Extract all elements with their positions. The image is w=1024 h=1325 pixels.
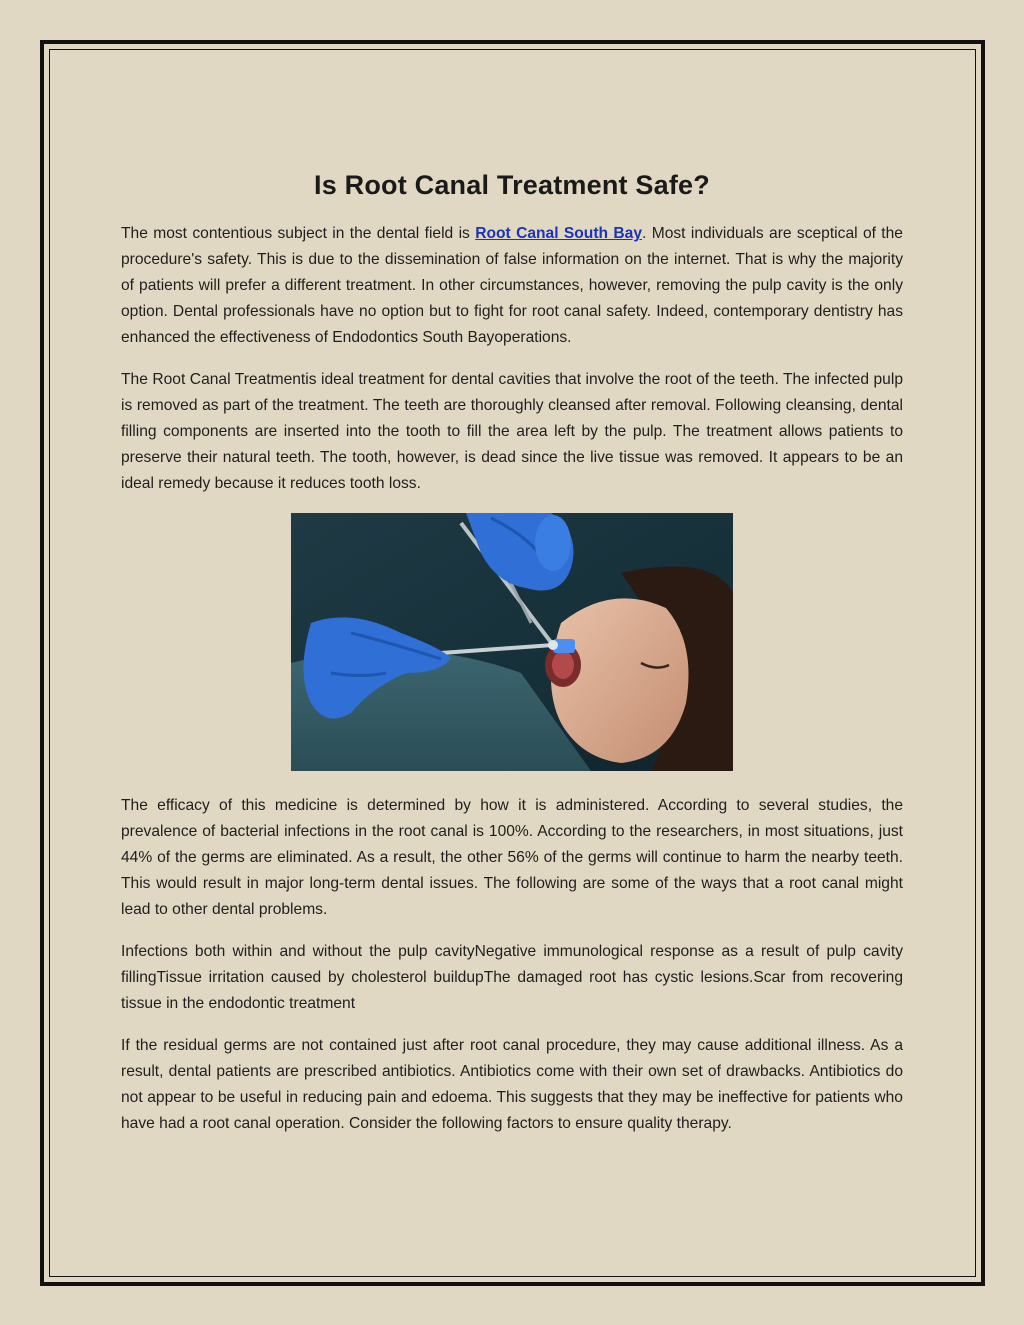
document-body: [121, 160, 903, 1153]
page-title: Is Root Canal Treatment Safe?: [314, 170, 710, 200]
paragraph-antibiotics: If the residual germs are not contained just after root canal procedure, they may cause additional illness. As a result, dental patients are prescribed antibiotics. Antibiotics come with their own set of drawbacks. Antibiotics do not appear to be useful in reducing pain and edoema. This suggests that they may be ineffective for patients who have had a root canal operation. Consider the following factors to ensure quality therapy.: [121, 1037, 903, 1132]
dental-procedure-photo: [291, 513, 733, 771]
paragraph-intro-text-1: The most contentious subject in the dental field is: [121, 225, 476, 242]
paragraph-intro-text-2: . Most individuals are sceptical of the procedure's safety. This is due to the dissemination of false information on the internet. That is why the majority of patients will prefer a different treatment. In other circumstances, however, removing the pulp cavity is the only option. Dental professionals have no option but to fight for root canal safety. Indeed, contemporary dentistry has enhanced the effectiveness of Endodontics South Bayoperations.: [121, 225, 903, 346]
root-canal-south-bay-link[interactable]: Root Canal South Bay: [475, 225, 643, 242]
paragraph-intro: [121, 221, 903, 351]
paragraph-problems-list: Infections both within and without the pulp cavityNegative immunological response as a result of pulp cavity fillingTissue irritation caused by cholesterol buildupThe damaged root has cystic lesions.Scar from recovering tissue in the endodontic treatment: [121, 943, 903, 1012]
paragraph-efficacy: The efficacy of this medicine is determined by how it is administered. According to several studies, the prevalence of bacterial infections in the root canal is 100%. According to the researchers, in most situations, just 44% of the germs are eliminated. As a result, the other 56% of the germs will continue to harm the nearby teeth. This would result in major long-term dental issues. The following are some of the ways that a root canal might lead to other dental problems.: [121, 797, 903, 918]
paragraph-treatment: The Root Canal Treatmentis ideal treatment for dental cavities that involve the root of the teeth. The infected pulp is removed as part of the treatment. The teeth are thoroughly cleansed after removal. Following cleansing, dental filling components are inserted into the tooth to fill the area left by the pulp. The treatment allows patients to preserve their natural teeth. The tooth, however, is dead since the live tissue was removed. It appears to be an ideal remedy because it reduces tooth loss.: [121, 371, 903, 492]
